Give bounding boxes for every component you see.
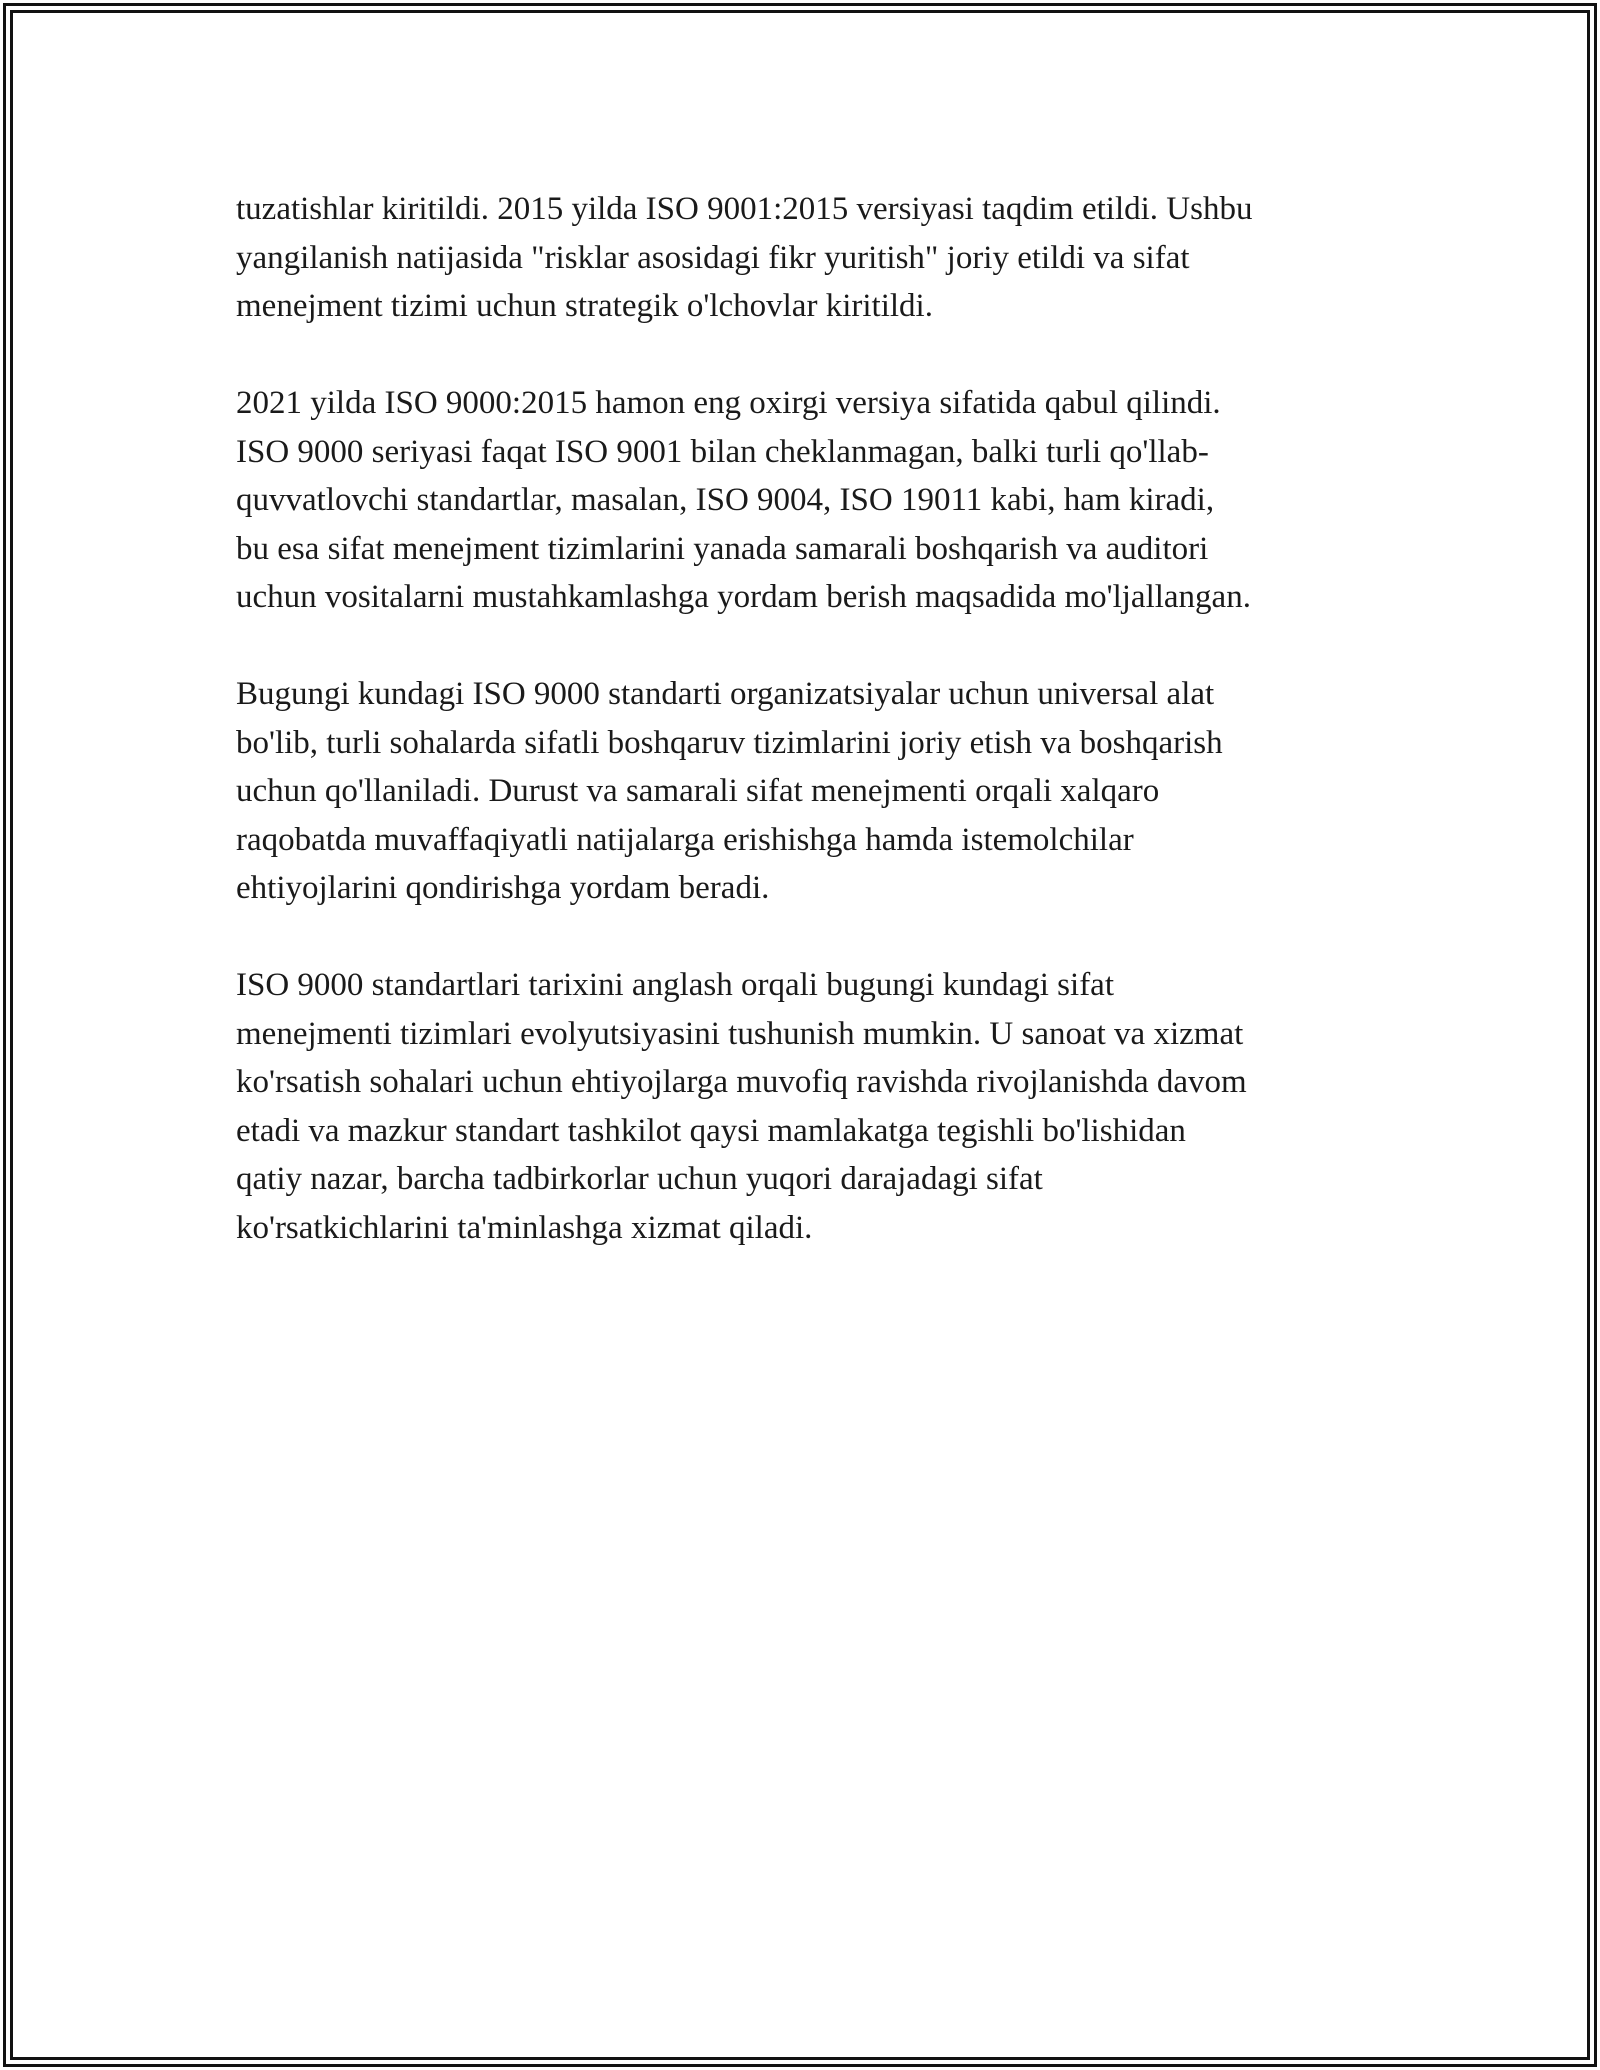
text-line: yangilanish natijasida "risklar asosidagi fikr yuritish" joriy etildi va sifat — [236, 239, 1190, 276]
paragraph-3 — [236, 670, 1376, 913]
paragraph-4 — [236, 961, 1376, 1252]
document-body — [236, 185, 1376, 1301]
text-line: qatiy nazar, barcha tadbirkorlar uchun yuqori darajadagi sifat — [236, 1161, 1043, 1197]
text-line: ISO 9000 standartlari tarixini anglash orqali bugungi kundagi sifat — [236, 967, 1114, 1003]
text-line: uchun qo'llaniladi. Durust va samarali sifat menejmenti orqali xalqaro — [236, 773, 1160, 809]
text-line: ehtiyojlarini qondirishga yordam beradi. — [236, 870, 770, 906]
text-line: ko'rsatkichlarini ta'minlashga xizmat qiladi. — [236, 1209, 813, 1246]
paragraph-1 — [236, 185, 1376, 331]
paragraph-2 — [236, 379, 1376, 622]
text-line: quvvatlovchi standartlar, masalan, ISO 9004, ISO 19011 kabi, ham kiradi, — [236, 482, 1215, 518]
text-line: uchun vositalarni mustahkamlashga yordam berish maqsadida mo'ljallangan. — [236, 579, 1251, 615]
text-line: etadi va mazkur standart tashkilot qaysi mamlakatga tegishli bo'lishidan — [236, 1112, 1186, 1149]
text-line: tuzatishlar kiritildi. 2015 yilda ISO 9001:2015 versiyasi taqdim etildi. Ushbu — [236, 191, 1253, 227]
text-line: bo'lib, turli sohalarda sifatli boshqaruv tizimlarini joriy etish va boshqarish — [236, 724, 1223, 761]
text-line: menejmenti tizimlari evolyutsiyasini tushunish mumkin. U sanoat va xizmat — [236, 1015, 1244, 1052]
text-line: bu esa sifat menejment tizimlarini yanada samarali boshqarish va auditori — [236, 530, 1209, 567]
text-line: raqobatda muvaffaqiyatli natijalarga erishishga hamda istemolchilar — [236, 821, 1134, 858]
text-line: ko'rsatish sohalari uchun ehtiyojlarga muvofiq ravishda rivojlanishda davom — [236, 1064, 1247, 1100]
text-line: menejment tizimi uchun strategik o'lchovlar kiritildi. — [236, 288, 933, 324]
text-line: 2021 yilda ISO 9000:2015 hamon eng oxirgi versiya sifatida qabul qilindi. — [236, 385, 1221, 421]
text-line: ISO 9000 seriyasi faqat ISO 9001 bilan cheklanmagan, balki turli qo'llab- — [236, 433, 1209, 470]
text-line: Bugungi kundagi ISO 9000 standarti organizatsiyalar uchun universal alat — [236, 676, 1215, 712]
